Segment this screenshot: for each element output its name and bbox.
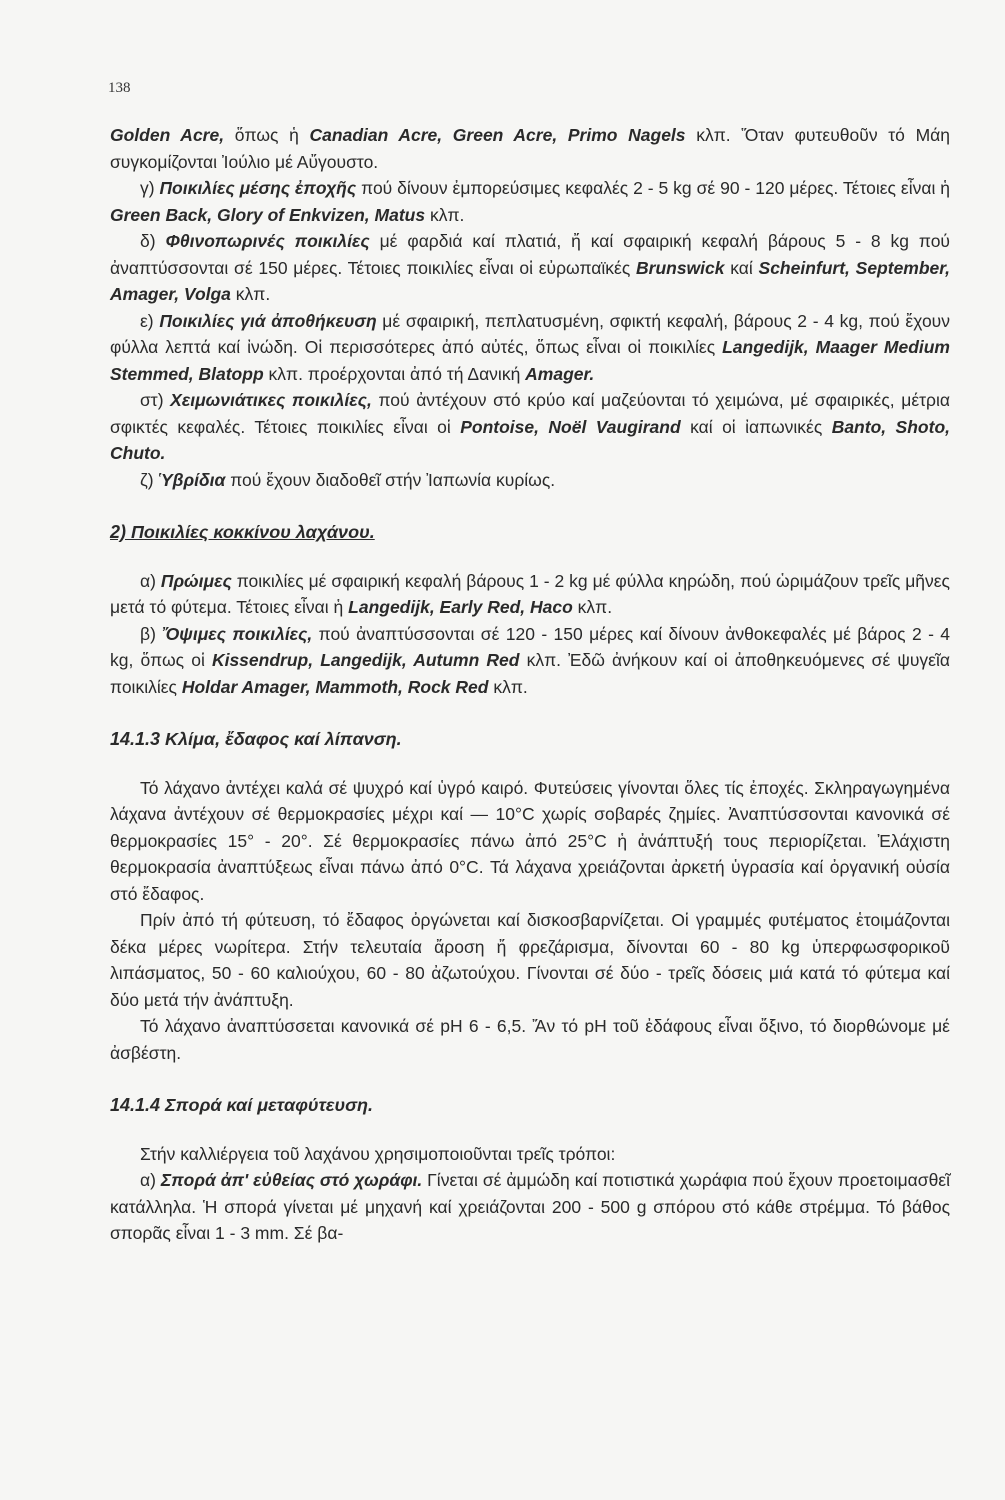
paragraph-hybrids: ζ) Ὑβρίδια πού ἔχουν διαδοθεῖ στήν Ἰαπωνία κυρίως. bbox=[140, 469, 556, 490]
term-late: Ὄψιμες ποικιλίες, bbox=[162, 623, 313, 644]
paragraph-climate: Τό λάχανο ἀντέχει καλά σέ ψυχρό καί ὑγρό καιρό. Φυτεύσεις γίνονται ὅλες τίς ἐποχές. Σκληραγωγημένα λάχανα ἀντέχουν σέ θερμοκρασίες μέχρι καί — 10°C χωρίς σοβαρές ζημίες. Ἀναπτύσσονται κανονικά σέ θερμοκρασίες 15° - 20°. Σέ θερμοκρασίες πάνω ἀπό 25°C ἡ ἀνάπτυξή τους περιορίζεται. Ἐλάχιστη θερμοκρασία ἀναπτύξεως εἶναι πάνω ἀπό 0°C. Τά λάχανα χρειάζονται ἀρκετή ὑγρασία καί ὀργανική οὐσία στό ἔδαφος. bbox=[110, 777, 950, 904]
paragraph-mid-season: γ) Ποικιλίες μέσης ἐποχῆς πού δίνουν ἐμπορεύσιμες κεφαλές 2 - 5 kg σέ 90 - 120 μέρες. Τέτοιες εἶναι ἡ Green Back, Glory of Enkvizen, Matus κλπ. bbox=[110, 178, 951, 225]
variety-names: Langedijk, Maager Medium Stemmed, Blatopp bbox=[110, 337, 950, 384]
paragraph-ph: Τό λάχανο ἀναπτύσσεται κανονικά σέ pH 6 - 6,5. Ἄν τό pH τοῦ ἐδάφους εἶναι ὄξινο, τό διορθώνομε μέ ἀσβέστη. bbox=[110, 1016, 950, 1063]
paragraph-storage: ε) Ποικιλίες γιά ἀποθήκευση μέ σφαιρική, πεπλατυσμένη, σφικτή κεφαλή, βάρους 2 - 4 kg, πού ἔχουν φύλλα λεπτά καί ἰνώδη. Οἱ περισσότερες ἀπό αὐτές, ὅπως εἶναι οἱ ποικιλίες Langedijk, Maager Medium Stemmed, Blatopp κλπ. προέρχονται ἀπό τή Δανική Amager. bbox=[110, 310, 950, 384]
variety-names: Holdar Amager, Mammoth, Rock Red bbox=[181, 676, 489, 697]
term-storage: Ποικιλίες γιά ἀποθήκευση bbox=[159, 310, 377, 331]
variety-names: Banto, Shoto, Chuto. bbox=[110, 416, 950, 463]
section-heading-red-cabbage: 2) Ποικιλίες κοκκίνου λαχάνου. bbox=[110, 522, 375, 542]
variety-names: Pontoise, Noël Vaugirand bbox=[460, 416, 681, 437]
paragraph-soil-prep: Πρίν ἀπό τή φύτευση, τό ἔδαφος ὀργώνεται καί δισκοσβαρνίζεται. Οἱ γραμμές φυτέματος ἑτοιμάζονται δέκα μέρες νωρίτερα. Στήν τελευταία ἄροση ἤ φρεζάρισμα, δίνονται 60 - 80 kg ὑπερφωσφορικοῦ λιπάσματος, 50 - 60 καλιούχου, 60 - 80 ἀζωτούχου. Γίνονται σέ δύο - τρεῖς δόσεις μιά κατά τό φύτεμα καί δύο μετά τήν ἀνάπτυξη. bbox=[110, 910, 950, 1010]
variety-names: Canadian Acre, Green Acre, Primo Nagels bbox=[309, 125, 686, 145]
paragraph-direct-sowing: α) Σπορά ἀπ' εὐθείας στό χωράφι. Γίνεται σέ ἀμμώδη καί ποτιστικά χωράφια πού ἔχουν προετοιμασθεῖ κατάλληλα. Ἡ σπορά γίνεται μέ μηχανή καί χρειάζονται 200 - 500 g σπόρου στό κάθε στρέμμα. Τό βάθος σπορᾶς εἶναι 1 - 3 mm. Σέ βα- bbox=[110, 1170, 950, 1243]
paragraph-sowing-methods: Στήν καλλιέργεια τοῦ λαχάνου χρησιμοποιοῦνται τρεῖς τρόποι: bbox=[140, 1143, 616, 1164]
term-mid-season: Ποικιλίες μέσης ἐποχῆς bbox=[159, 178, 357, 198]
paragraph-autumn: δ) Φθινοπωρινές ποικιλίες μέ φαρδιά καί πλατιά, ἤ καί σφαιρική κεφαλή βάρους 5 - 8 kg πού ἀναπτύσσονται σέ 150 μέρες. Τέτοιες ποικιλίες εἶναι οἱ εὐρωπαϊκές Brunswick καί Scheinfurt, September, Amager, Volga κλπ. bbox=[110, 231, 951, 304]
page-number: 138 bbox=[108, 80, 131, 96]
section-heading-sowing: 14.1.4 Σπορά καί μεταφύτευση. bbox=[110, 1095, 374, 1115]
variety-names: Brunswick bbox=[636, 257, 725, 278]
term-winter: Χειμωνιάτικες ποικιλίες, bbox=[170, 390, 372, 410]
variety-names: Green Back, Glory of Enkvizen, Matus bbox=[110, 204, 426, 225]
section-heading-climate-soil: 14.1.3 Κλίμα, ἔδαφος καί λίπανση. bbox=[110, 729, 402, 749]
paragraph-winter: στ) Χειμωνιάτικες ποικιλίες, πού ἀντέχουν στό κρύο καί μαζεύονται τό χειμώνα, μέ σφαιρικές, μέτρια σφικτές κεφαλές. Τέτοιες ποικιλίες εἶναι οἱ Pontoise, Noël Vaugirand καί οἱ ἰαπωνικές Banto, Shoto, Chuto. bbox=[110, 390, 950, 463]
paragraph-early-red: α) Πρώιμες ποικιλίες μέ σφαιρική κεφαλή βάρους 1 - 2 kg μέ φύλλα κηρώδη, πού ὡριμάζουν τρεῖς μῆνες μετά τό φύτεμα. Τέτοιες εἶναι ἡ Langedijk, Early Red, Haco κλπ. bbox=[110, 570, 950, 617]
term-direct-sowing: Σπορά ἀπ' εὐθείας στό χωράφι. bbox=[160, 1170, 423, 1190]
variety-names: Golden Acre, bbox=[110, 125, 225, 145]
variety-names: Scheinfurt, September, Amager, Volga bbox=[110, 257, 950, 304]
paragraph-varieties-continued: Golden Acre, ὅπως ἡ Canadian Acre, Green Acre, Primo Nagels κλπ. Ὅταν φυτευθοῦν τό Μάη συγκομίζονται Ἰούλιο μέ Αὔγουστο. bbox=[110, 125, 951, 172]
paragraph-late-red: β) Ὄψιμες ποικιλίες, πού ἀναπτύσσονται σέ 120 - 150 μέρες καί δίνουν ἀνθοκεφαλές μέ βάρος 2 - 4 kg, ὅπως οἱ Kissendrup, Langedijk, Autumn Red κλπ. Ἐδῶ ἀνήκουν καί οἱ ἀποθηκευόμενες σέ ψυγεῖα ποικιλίες Holdar Amager, Mammoth, Rock Red κλπ. bbox=[110, 623, 951, 697]
variety-names: Amager. bbox=[525, 363, 595, 384]
term-autumn: Φθινοπωρινές ποικιλίες bbox=[165, 231, 370, 251]
term-hybrids: Ὑβρίδια bbox=[158, 469, 226, 490]
term-early: Πρώιμες bbox=[160, 570, 232, 591]
variety-names: Kissendrup, Langedijk, Autumn Red bbox=[211, 650, 520, 670]
variety-names: Langedijk, Early Red, Haco bbox=[348, 597, 573, 617]
page-body bbox=[110, 122, 950, 1247]
